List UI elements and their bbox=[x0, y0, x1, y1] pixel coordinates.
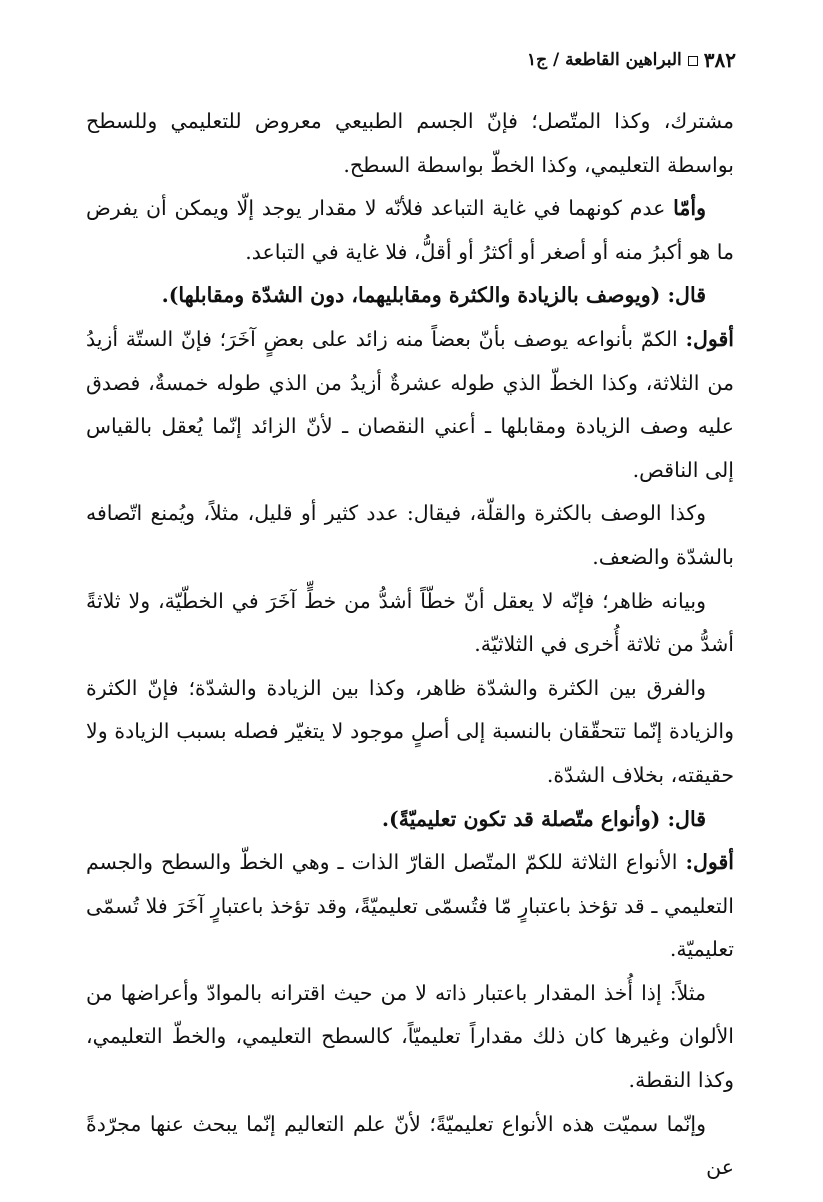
square-separator-icon bbox=[688, 56, 698, 66]
paragraph-text: وإنّما سميّت هذه الأنواع تعليميّةً؛ لأنّ علم التعاليم إنّما يبحث عنها مجرّدةً عن bbox=[86, 1111, 734, 1180]
paragraph-lead-word: وأمّا bbox=[673, 196, 706, 221]
paragraph-text: مشترك، وكذا المتّصل؛ فإنّ الجسم الطبيعي معروض للتعليمي وللسطح بواسطة التعليمي، وكذا الخطّ بواسطة السطح. bbox=[86, 109, 734, 177]
paragraph-lead-word: قال: bbox=[667, 806, 706, 831]
paragraph bbox=[86, 972, 734, 1103]
paragraph bbox=[86, 492, 734, 579]
paragraph bbox=[86, 580, 734, 667]
paragraph-lead-word: أقول: bbox=[685, 850, 734, 875]
page-number: ٣٨٢ bbox=[703, 48, 736, 72]
paragraph-lead-word: أقول: bbox=[685, 326, 734, 351]
paragraph-text: وبيانه ظاهر؛ فإنّه لا يعقل أنّ خطّاً أشدُّ من خطٍّ آخَرَ في الخطّيّة، ولا ثلاثةً أشدُّ من ثلاثة أُخرى في الثلاثيّة. bbox=[86, 588, 734, 657]
paragraph bbox=[86, 667, 734, 798]
paragraph bbox=[86, 1103, 734, 1190]
paragraph-text: الأنواع الثلاثة للكمّ المتّصل القارّ الذات ـ وهي الخطّ والسطح والجسم التعليمي ـ قد تؤخذ باعتبارٍ مّا فتُسمّى تعليميّةً، وقد تؤخذ باعتبارٍ آخَرَ فلا تُسمّى تعليميّة. bbox=[86, 850, 734, 962]
paragraph bbox=[86, 274, 734, 318]
body-text bbox=[86, 100, 734, 1190]
paragraph bbox=[86, 798, 734, 842]
paragraph-lead-word: قال: bbox=[667, 283, 706, 308]
running-title: البراهين القاطعة / ج١ bbox=[526, 50, 682, 70]
paragraph-text: والفرق بين الكثرة والشدّة ظاهر، وكذا بين الزيادة والشدّة؛ فإنّ الكثرة والزيادة إنّما تتحقّقان بالنسبة إلى أصلٍ موجود لا يتغيّر فصله بسبب الزيادة ولا حقيقته، بخلاف الشدّة. bbox=[86, 675, 734, 787]
paragraph-text: وكذا الوصف بالكثرة والقلّة، فيقال: عدد كثير أو قليل، مثلاً، ويُمنع اتّصافه بالشدّة والضعف. bbox=[86, 501, 734, 569]
paragraph bbox=[86, 187, 734, 274]
paragraph-text: عدم كونهما في غاية التباعد فلأنّه لا مقدار يوجد إلّا ويمكن أن يفرض ما هو أكبرُ منه أو أصغر أو أكثرُ أو أقلُّ، فلا غاية في التباعد. bbox=[86, 196, 734, 264]
paragraph bbox=[86, 100, 734, 187]
paragraph bbox=[86, 318, 734, 492]
paragraph-text: مثلاً: إذا أُخذ المقدار باعتبار ذاته لا من حيث اقترانه بالموادّ وأعراضها من الألوان وغيرها كان ذلك مقداراً تعليميّاً، كالسطح التعليمي، والخطّ التعليمي، وكذا النقطة. bbox=[86, 980, 734, 1093]
page-header bbox=[527, 48, 736, 72]
paragraph-text: الكمّ بأنواعه يوصف بأنّ بعضاً منه زائد على بعضٍ آخَرَ؛ فإنّ الستّة أزيدُ من الثلاثة، وكذا الخطّ الذي طوله عشرةٌ أزيدُ من الذي طوله خمسةٌ، فصدق عليه وصف الزيادة ومقابلها ـ أعني النقصان ـ لأنّ الزائد إنّما يُعقل بالقياس إلى الناقص. bbox=[86, 326, 734, 482]
paragraph-text: (وأنواع متّصلة قد تكون تعليميّةً). bbox=[381, 806, 668, 831]
paragraph bbox=[86, 841, 734, 972]
paragraph-text: (ويوصف بالزيادة والكثرة ومقابليهما، دون الشدّة ومقابلها). bbox=[161, 283, 668, 308]
